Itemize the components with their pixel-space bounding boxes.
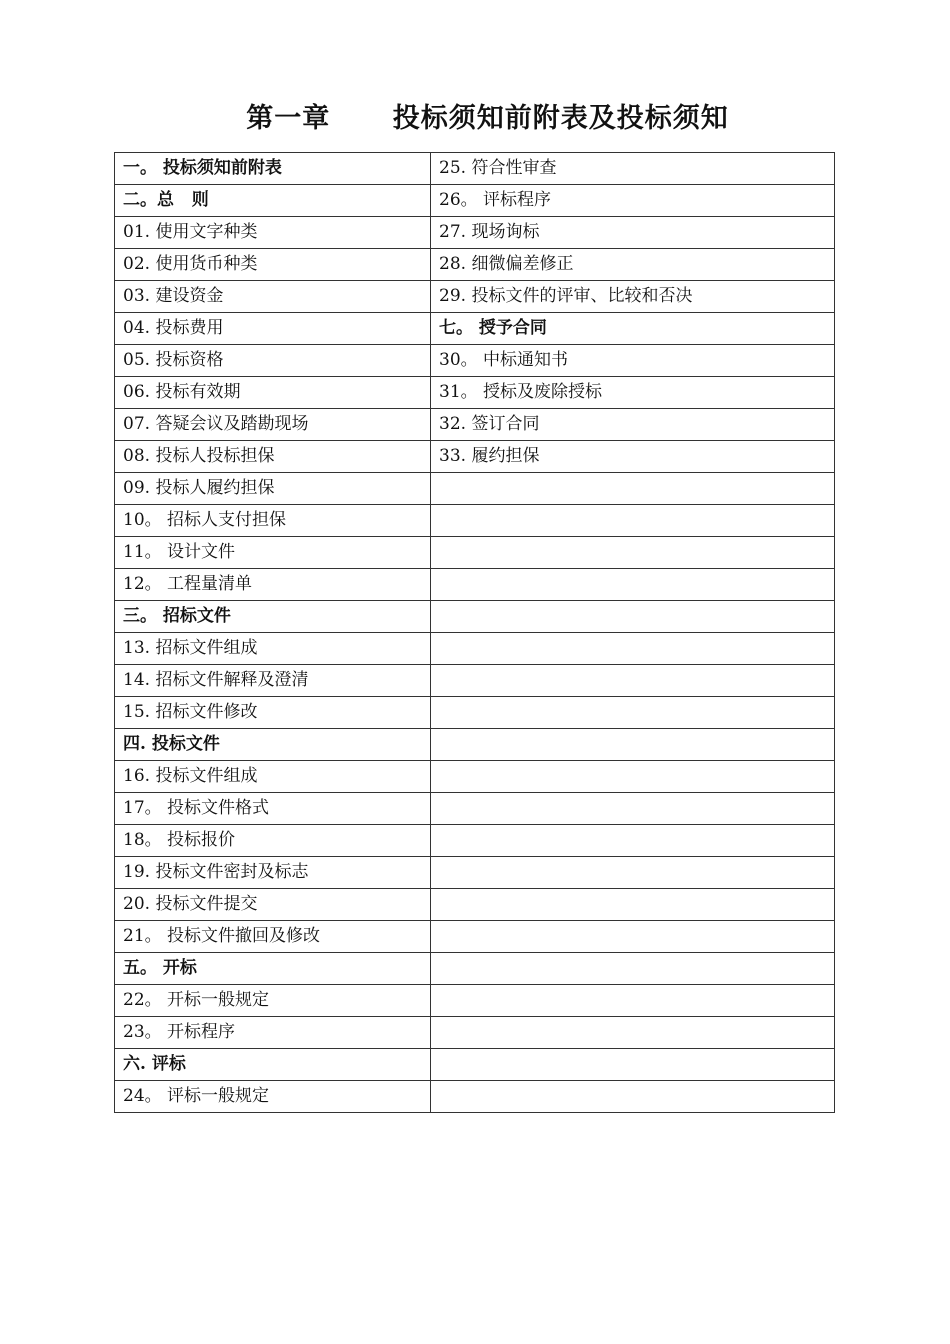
empty-cell	[431, 889, 835, 921]
toc-entry: 05. 投标资格	[115, 345, 431, 377]
empty-cell	[431, 1049, 835, 1081]
table-row	[115, 953, 835, 985]
toc-entry: 28. 细微偏差修正	[431, 249, 835, 281]
table-row	[115, 505, 835, 537]
empty-cell	[431, 601, 835, 633]
toc-entry: 03. 建设资金	[115, 281, 431, 313]
section-heading: 四. 投标文件	[115, 729, 431, 761]
table-row	[115, 921, 835, 953]
empty-cell	[431, 537, 835, 569]
toc-entry: 10。 招标人支付担保	[115, 505, 431, 537]
toc-entry: 14. 招标文件解释及澄清	[115, 665, 431, 697]
toc-entry: 15. 招标文件修改	[115, 697, 431, 729]
table-row	[115, 857, 835, 889]
contents-table	[114, 152, 835, 1113]
table-row	[115, 665, 835, 697]
empty-cell	[431, 505, 835, 537]
empty-cell	[431, 761, 835, 793]
section-heading: 一。 投标须知前附表	[115, 153, 431, 185]
section-heading: 七。 授予合同	[431, 313, 835, 345]
empty-cell	[431, 825, 835, 857]
toc-entry: 32. 签订合同	[431, 409, 835, 441]
table-row	[115, 569, 835, 601]
toc-entry: 02. 使用货币种类	[115, 249, 431, 281]
toc-entry: 18。 投标报价	[115, 825, 431, 857]
toc-entry: 26。 评标程序	[431, 185, 835, 217]
toc-entry: 23。 开标程序	[115, 1017, 431, 1049]
empty-cell	[431, 697, 835, 729]
table-row	[115, 217, 835, 249]
toc-entry: 21。 投标文件撤回及修改	[115, 921, 431, 953]
section-heading: 五。 开标	[115, 953, 431, 985]
table-row	[115, 441, 835, 473]
toc-entry: 08. 投标人投标担保	[115, 441, 431, 473]
toc-entry: 11。 设计文件	[115, 537, 431, 569]
table-row	[115, 1081, 835, 1113]
empty-cell	[431, 473, 835, 505]
empty-cell	[431, 921, 835, 953]
table-row	[115, 249, 835, 281]
table-row	[115, 889, 835, 921]
page-title: 第一章 投标须知前附表及投标须知	[246, 103, 729, 134]
toc-entry: 07. 答疑会议及踏勘现场	[115, 409, 431, 441]
contents-table-body	[115, 153, 835, 1113]
toc-entry: 27. 现场询标	[431, 217, 835, 249]
toc-entry: 09. 投标人履约担保	[115, 473, 431, 505]
toc-entry: 22。 开标一般规定	[115, 985, 431, 1017]
empty-cell	[431, 1081, 835, 1113]
table-row	[115, 153, 835, 185]
toc-entry: 13. 招标文件组成	[115, 633, 431, 665]
toc-entry: 24。 评标一般规定	[115, 1081, 431, 1113]
empty-cell	[431, 793, 835, 825]
section-heading: 二。总 则	[115, 185, 431, 217]
toc-entry: 29. 投标文件的评审、比较和否决	[431, 281, 835, 313]
empty-cell	[431, 729, 835, 761]
empty-cell	[431, 633, 835, 665]
table-row	[115, 1049, 835, 1081]
table-row	[115, 761, 835, 793]
table-row	[115, 793, 835, 825]
empty-cell	[431, 665, 835, 697]
table-row	[115, 825, 835, 857]
toc-entry: 20. 投标文件提交	[115, 889, 431, 921]
empty-cell	[431, 569, 835, 601]
toc-entry: 01. 使用文字种类	[115, 217, 431, 249]
table-row	[115, 345, 835, 377]
toc-entry: 31。 授标及废除授标	[431, 377, 835, 409]
table-row	[115, 1017, 835, 1049]
table-row	[115, 313, 835, 345]
empty-cell	[431, 953, 835, 985]
table-row	[115, 409, 835, 441]
toc-entry: 19. 投标文件密封及标志	[115, 857, 431, 889]
empty-cell	[431, 1017, 835, 1049]
table-row	[115, 601, 835, 633]
table-row	[115, 729, 835, 761]
table-row	[115, 985, 835, 1017]
table-row	[115, 697, 835, 729]
table-row	[115, 281, 835, 313]
toc-entry: 30。 中标通知书	[431, 345, 835, 377]
toc-entry: 06. 投标有效期	[115, 377, 431, 409]
empty-cell	[431, 985, 835, 1017]
table-row	[115, 633, 835, 665]
toc-entry: 12。 工程量清单	[115, 569, 431, 601]
section-heading: 三。 招标文件	[115, 601, 431, 633]
table-row	[115, 537, 835, 569]
empty-cell	[431, 857, 835, 889]
table-row	[115, 473, 835, 505]
table-row	[115, 185, 835, 217]
toc-entry: 25. 符合性审查	[431, 153, 835, 185]
section-heading: 六. 评标	[115, 1049, 431, 1081]
toc-entry: 16. 投标文件组成	[115, 761, 431, 793]
table-row	[115, 377, 835, 409]
toc-entry: 33. 履约担保	[431, 441, 835, 473]
toc-entry: 04. 投标费用	[115, 313, 431, 345]
toc-entry: 17。 投标文件格式	[115, 793, 431, 825]
